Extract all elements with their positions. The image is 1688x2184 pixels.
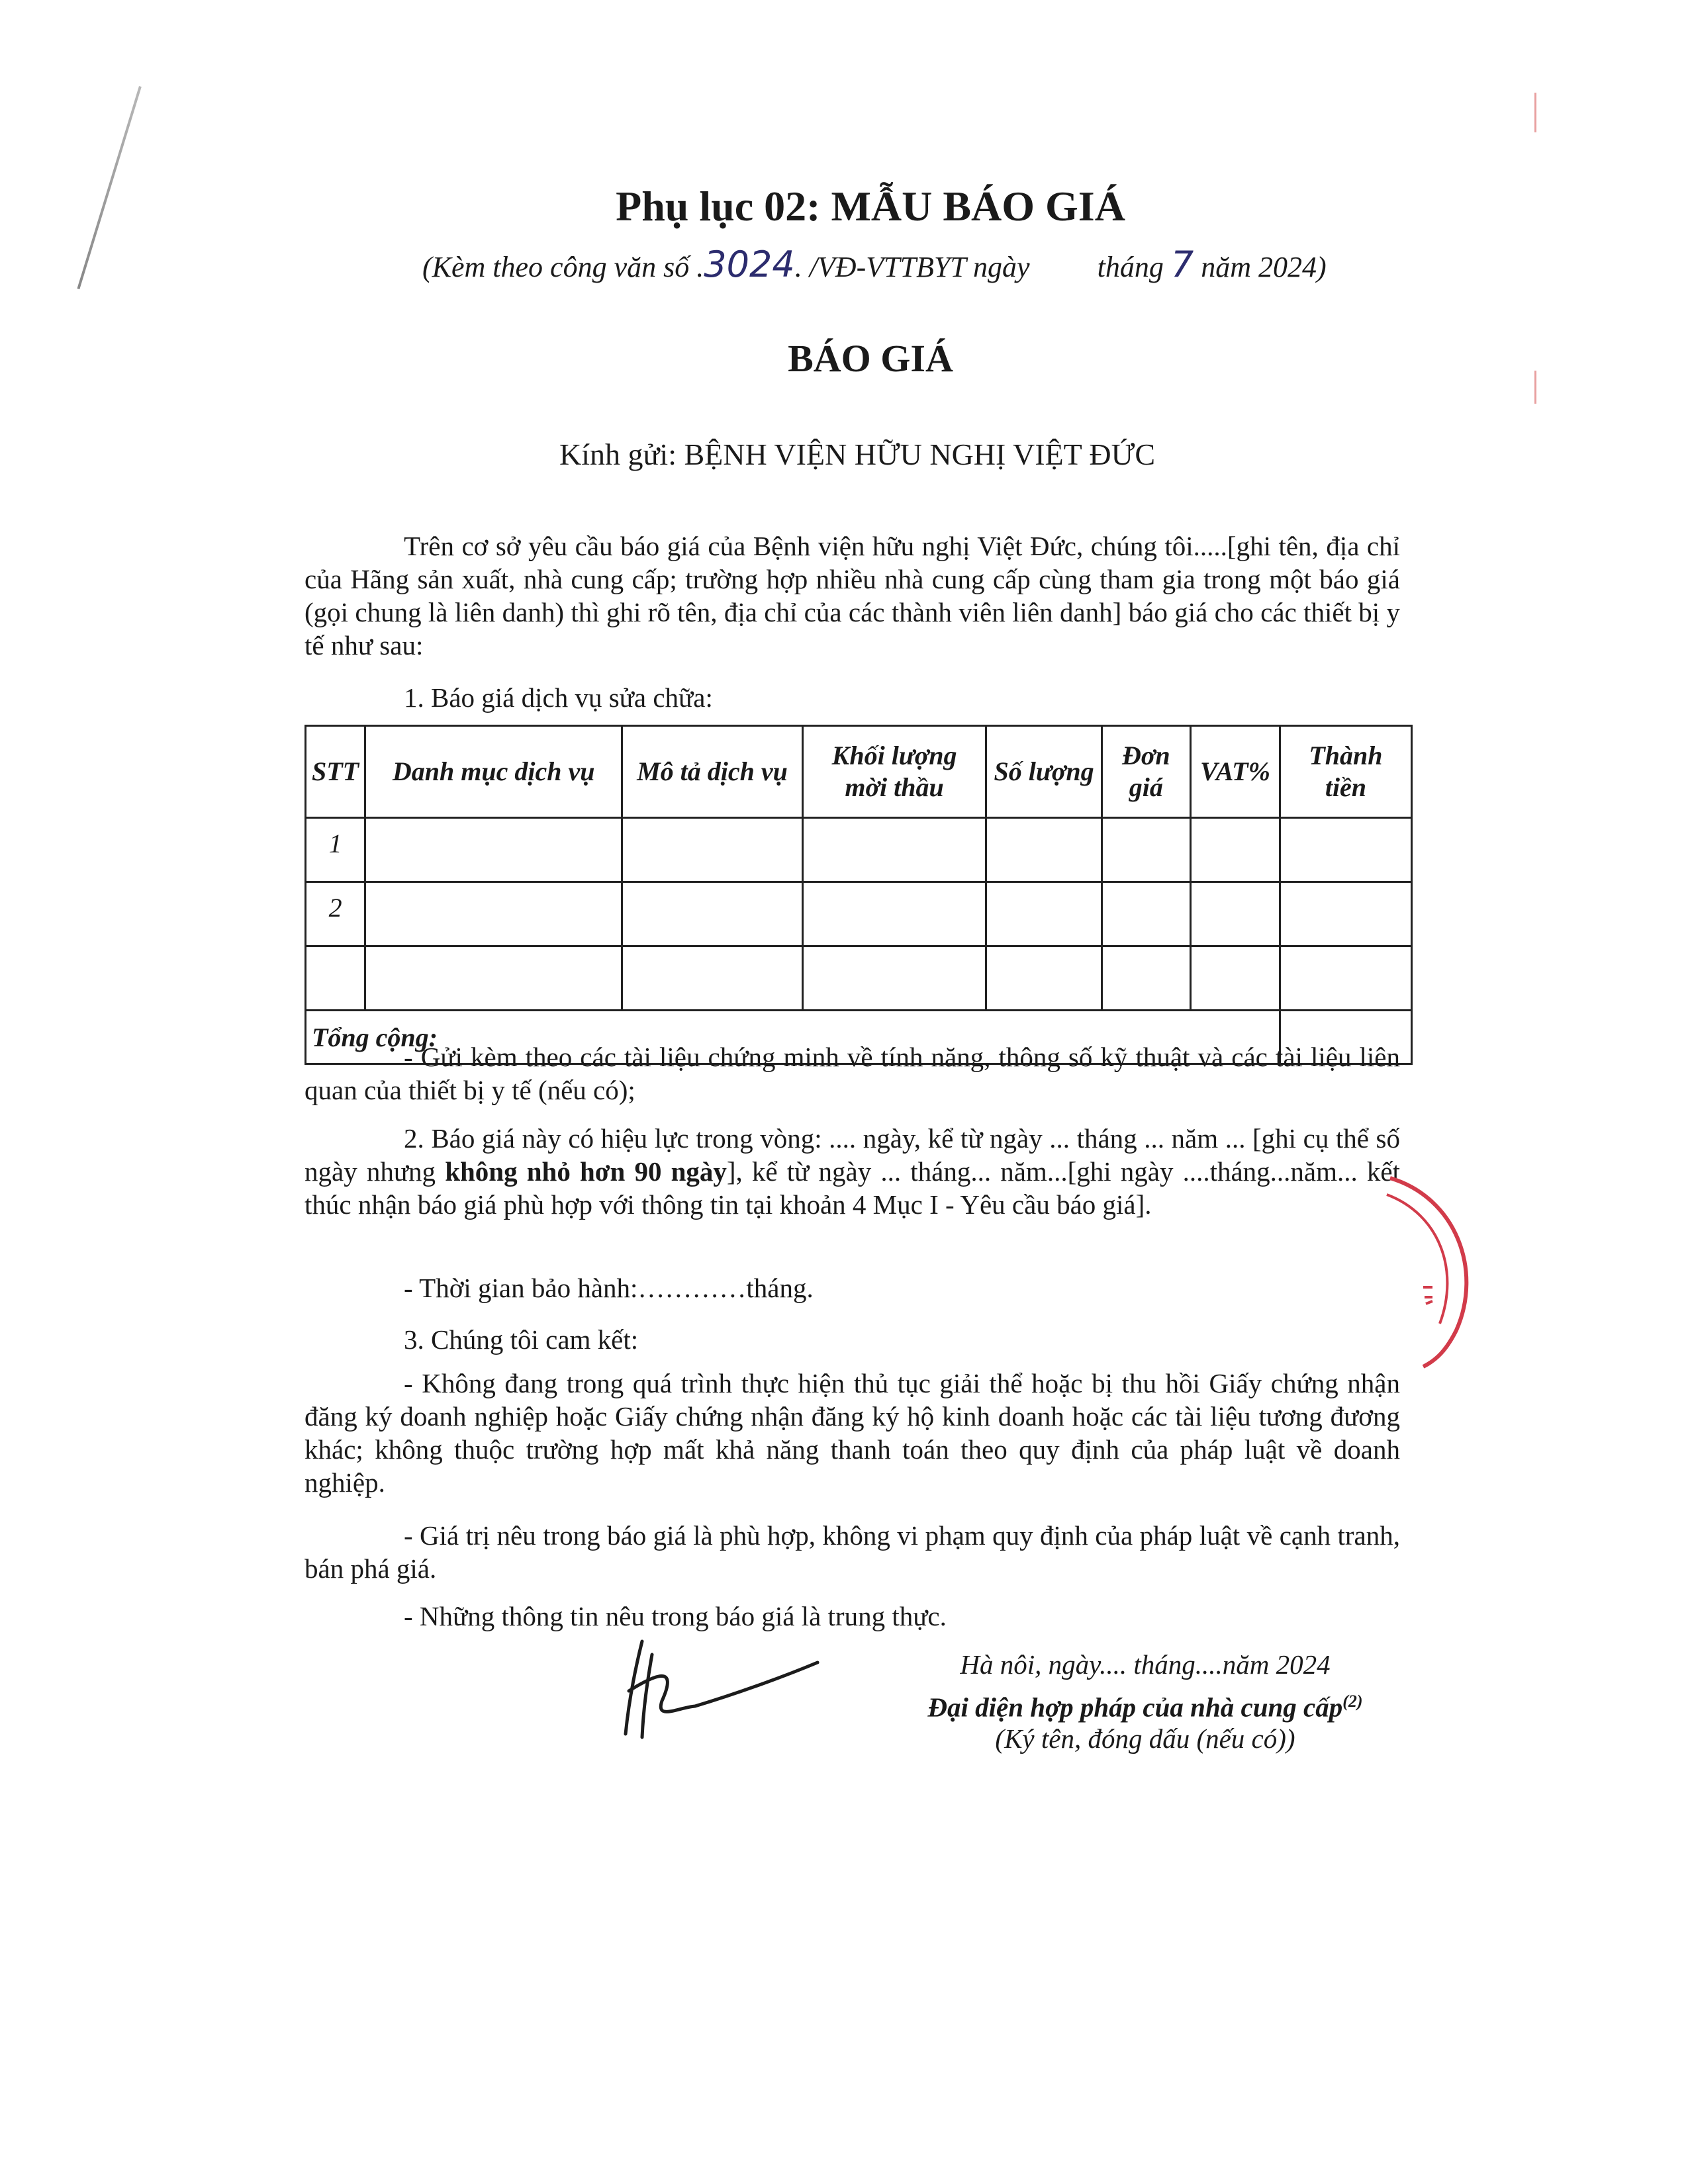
signature-role-note: (2) xyxy=(1342,1692,1363,1711)
table-cell xyxy=(1280,882,1411,946)
table-cell xyxy=(1191,882,1280,946)
section-1-heading: 1. Báo giá dịch vụ sửa chữa: xyxy=(404,682,713,713)
signature-place-date: Hà nôi, ngày.... tháng....năm 2024 xyxy=(960,1649,1331,1680)
header-service-list: Danh mục dịch vụ xyxy=(365,726,622,818)
intro-paragraph: Trên cơ sở yêu cầu báo giá của Bệnh viện hữu nghị Việt Đức, chúng tôi.....[ghi tên, địa chỉ của Hãng sản xuất, nhà cung cấp; trường hợp nhiều nhà cung cấp cùng tham gia trong một báo giá (gọi chung là liên danh) thì ghi rõ tên, địa chỉ của các thành viên liên danh] báo giá cho các thiết bị y tế như sau: xyxy=(305,531,1400,660)
row-number xyxy=(306,946,365,1011)
commitment-2: - Giá trị nêu trong báo giá là phù hợp, không vi phạm quy định của pháp luật về cạnh tranh, bán phá giá. xyxy=(305,1520,1400,1584)
table-cell xyxy=(986,882,1102,946)
table-cell xyxy=(1191,946,1280,1011)
section-2-bold-text: không nhỏ hơn 90 ngày xyxy=(445,1156,727,1187)
table-cell xyxy=(365,946,622,1011)
subtitle-mid: . /VĐ-VTTBYT ngày xyxy=(794,251,1030,283)
header-stt: STT xyxy=(306,726,365,818)
table-cell xyxy=(365,882,622,946)
table-cell xyxy=(986,946,1102,1011)
total-label: Tổng cộng: xyxy=(306,1011,1280,1064)
table-cell xyxy=(622,946,802,1011)
row-number: 2 xyxy=(306,882,365,946)
header-unit-price: Đơn giá xyxy=(1102,726,1190,818)
section-2-text-after: ], kể từ ngày ... tháng... năm...[ghi ngày ....tháng...năm... kết thúc nhận báo giá phù hợp với thông tin tại khoản 4 Mục I - Yêu cầu báo giá]. xyxy=(305,1156,1400,1220)
table-cell xyxy=(986,818,1102,882)
signature-role-text: Đại diện hợp pháp của nhà cung cấp xyxy=(927,1692,1343,1723)
subtitle-suffix: năm 2024) xyxy=(1201,251,1327,283)
attachment-note: - Gửi kèm theo các tài liệu chứng minh về tính năng, thông số kỹ thuật và các tài liệu liên quan của thiết bị y tế (nếu có); xyxy=(305,1042,1400,1105)
handwritten-month: 7 xyxy=(1170,244,1194,285)
table-cell xyxy=(1191,818,1280,882)
edge-mark xyxy=(1534,93,1536,132)
row-number: 1 xyxy=(306,818,365,882)
quote-table xyxy=(305,725,1413,1065)
section-2-text-before: 2. Báo giá này có hiệu lực trong vòng: .... ngày, kể từ ngày ... tháng ... năm ... [ghi cụ thể số ngày nhưng xyxy=(305,1123,1400,1187)
table-cell xyxy=(622,882,802,946)
table-cell xyxy=(1280,946,1411,1011)
appendix-subtitle xyxy=(422,244,1327,285)
header-amount: Thành tiền xyxy=(1280,726,1411,818)
table-cell xyxy=(1280,818,1411,882)
signature-role xyxy=(861,1684,1430,1725)
table-cell xyxy=(802,818,986,882)
table-cell xyxy=(802,882,986,946)
header-vat: VAT% xyxy=(1191,726,1280,818)
table-row xyxy=(306,946,1412,1011)
appendix-title: Phụ lục 02: MẪU BÁO GIÁ xyxy=(616,183,1125,230)
header-service-desc: Mô tả dịch vụ xyxy=(622,726,802,818)
table-cell xyxy=(802,946,986,1011)
warranty-line: - Thời gian bảo hành:…………tháng. xyxy=(404,1273,814,1303)
table-row xyxy=(306,818,1412,882)
table-cell xyxy=(622,818,802,882)
quote-heading: BÁO GIÁ xyxy=(788,337,953,380)
handwritten-signature xyxy=(616,1628,827,1754)
handwritten-doc-number: 3024 xyxy=(704,244,795,285)
table-header-row xyxy=(306,726,1412,818)
header-quantity: Số lượng xyxy=(986,726,1102,818)
table-cell xyxy=(1102,882,1190,946)
table-row xyxy=(306,882,1412,946)
subtitle-month-prefix: tháng xyxy=(1097,251,1164,283)
signature-instruction: (Ký tên, đóng dấu (nếu có)) xyxy=(995,1723,1295,1754)
subtitle-prefix: (Kèm theo công văn số . xyxy=(422,251,704,283)
table-cell xyxy=(1102,946,1190,1011)
commitment-3: - Những thông tin nêu trong báo giá là trung thực. xyxy=(404,1601,947,1631)
section-2-paragraph xyxy=(305,1122,1400,1221)
table-cell xyxy=(1102,818,1190,882)
red-seal-stamp xyxy=(1383,1171,1483,1370)
table-cell xyxy=(365,818,622,882)
recipient-line: Kính gửi: BỆNH VIỆN HỮU NGHỊ VIỆT ĐỨC xyxy=(559,437,1155,471)
commitment-1: - Không đang trong quá trình thực hiện thủ tục giải thể hoặc bị thu hồi Giấy chứng nhận đăng ký doanh nghiệp hoặc Giấy chứng nhận đăng ký hộ kinh doanh hoặc các tài liệu tương đương khác; không thuộc trường hợp mất khả năng thanh toán theo quy định của pháp luật về doanh nghiệp. xyxy=(305,1368,1400,1498)
section-3-heading: 3. Chúng tôi cam kết: xyxy=(404,1324,639,1355)
header-volume: Khối lượng mời thầu xyxy=(802,726,986,818)
